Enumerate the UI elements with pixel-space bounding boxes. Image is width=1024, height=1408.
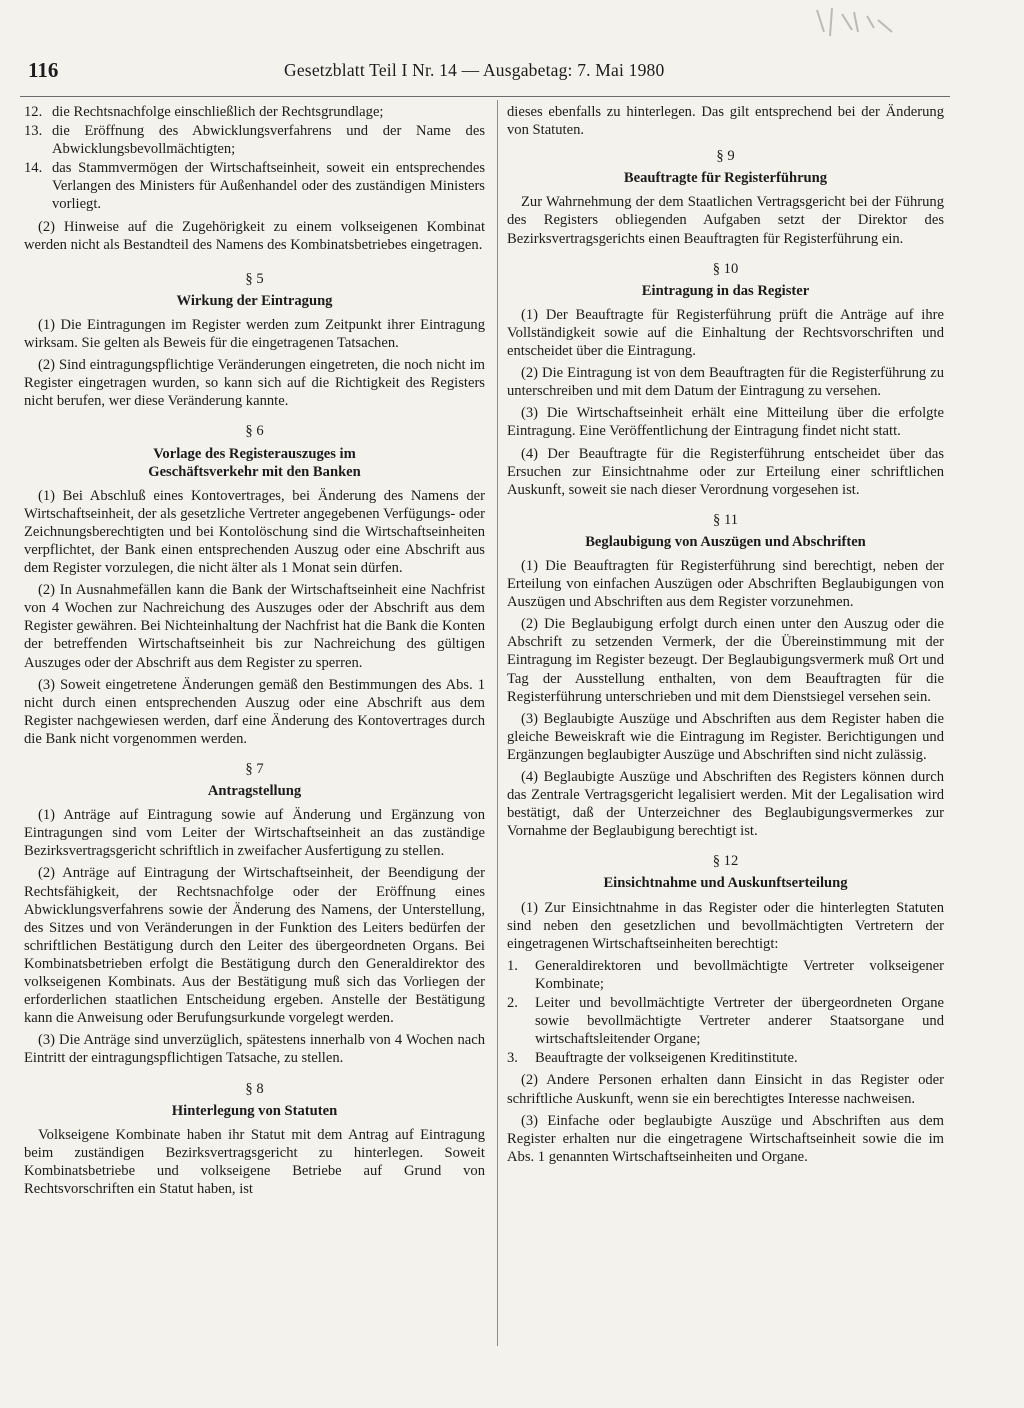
section-number: § 11 <box>713 511 738 528</box>
running-head: Gesetzblatt Teil I Nr. 14 — Ausgabetag: 7. Mai 1980 <box>284 60 665 80</box>
paragraph: (4) Der Beauftragte für die Registerführung entscheidet über das Ersuchen zur Einsichtnahme oder zur Erteilung einer schriftlichen Auskunft, soweit sie nach dieser Verordnung vorgesehen ist. <box>507 445 944 498</box>
section-title: Beauftragte für Registerführung <box>623 170 828 187</box>
section-number: § 8 <box>245 1080 264 1097</box>
section-number: § 9 <box>716 148 735 165</box>
section-number: § 10 <box>712 260 739 277</box>
paragraph: (3) Beglaubigte Auszüge und Abschriften aus dem Register haben die gleiche Beweiskraft wie die Eintragung im Register. Berichtigungen und Ergänzungen beglaubigter Auszüge und Abschriften sind nicht zulässig. <box>507 710 944 763</box>
list-number: 12. <box>24 104 43 120</box>
paragraph: (1) Die Beauftragten für Registerführung sind berechtigt, neben der Erteilung von einfachen Auszügen oder Abschriften Beglaubigungen von Auszügen und Abschriften aus dem Register vorzunehmen. <box>507 557 944 611</box>
paragraph: Volkseigene Kombinate haben ihr Statut mit dem Antrag auf Eintragung beim zuständigen Bezirksvertragsgericht zu hinterlegen. Soweit Kombinatsbetriebe und volkseigene Betriebe auf Grund von Rechtsvorschriften ein Statut haben, ist <box>24 1126 485 1197</box>
paragraph: (1) Der Beauftragte für Registerführung prüft die Anträge auf ihre Vollständigkeit sowie auf die Einhaltung der Rechtsvorschriften und entscheidet über die Eintragung. <box>507 306 944 360</box>
scan-artifact-mark <box>812 2 902 42</box>
paragraph: (4) Beglaubigte Auszüge und Abschriften des Registers können durch das Zentrale Vertragsgericht legalisiert werden. Mit der Legalisation wird bestätigt, daß der Unterzeichner des Beglaubigungsvermerkes zur Vornahme der Beglaubigung berechtigt ist. <box>507 769 944 840</box>
left-column <box>24 103 485 1202</box>
paragraph: (2) Sind eintragungspflichtige Veränderungen eingetreten, die noch nicht im Register eingetragen wurden, so kann sich auf die Richtigkeit des Registers nicht berufen, wer diese Veränderung kannte. <box>24 357 485 410</box>
list-number: 2. <box>507 995 518 1012</box>
paragraph: (3) Soweit eingetretene Änderungen gemäß den Bestimmungen des Abs. 1 nicht durch einen entsprechenden Auszug oder eine Abschrift aus dem Register nachgewiesen werden, darf eine Änderung des Kontovertrages durch die Bank nicht vorgenommen werden. <box>24 676 485 747</box>
section-title-line: Geschäftsverkehr mit den Banken <box>148 463 361 480</box>
section-title: Wirkung der Eintragung <box>176 292 333 309</box>
paragraph: Zur Wahrnehmung der dem Staatlichen Vertragsgericht bei der Führung des Registers obliegenden Aufgaben setzt der Direktor des Bezirksvertragsgerichts einen Beauftragten für Registerführung ein. <box>507 194 944 247</box>
list-text: das Stammvermögen der Wirtschaftseinheit, soweit ein entsprechendes Verlangen des Ministers für Außenhandel oder des zuständigen Ministers vorliegt. <box>52 160 485 213</box>
section-number: § 12 <box>712 853 739 870</box>
list-text: die Eröffnung des Abwicklungsverfahrens und der Name des Abwicklungsbevollmächtigten; <box>52 123 485 158</box>
paragraph: (2) Hinweise auf die Zugehörigkeit zu einem volkseigenen Kombinat werden nicht als Bestandteil des Namens des Kombinatsbetriebes eingetragen. <box>24 218 485 253</box>
list-item <box>24 103 485 121</box>
list-item <box>24 122 485 158</box>
section-title-line: Vorlage des Registerauszuges im <box>153 445 356 462</box>
list-number: 3. <box>507 1050 518 1067</box>
list-item <box>507 1049 944 1067</box>
list-text: Leiter und bevollmächtigte Vertreter der übergeordneten Organe sowie bevollmächtigte Vertreter anderer Staatsorgane und wirtschaftsleitender Organe; <box>535 995 944 1048</box>
list-number: 13. <box>24 123 43 140</box>
section-number: § 7 <box>245 761 264 777</box>
section-title: Antragstellung <box>207 783 302 800</box>
paragraph: (1) Anträge auf Eintragung sowie auf Änderung und Ergänzung von Eintragungen sind vom Leiter der Wirtschaftseinheit an das zuständige Bezirksvertragsgericht schriftlich in zweifacher Ausfertigung zu stellen. <box>24 807 485 860</box>
section-number: § 6 <box>245 423 264 440</box>
page-number: 116 <box>28 58 59 82</box>
list-text: Generaldirektoren und bevollmächtigte Vertreter volkseigener Kombinate; <box>535 957 944 992</box>
list-number: 1. <box>507 957 518 974</box>
paragraph: (1) Zur Einsichtnahme in das Register oder die hinterlegten Statuten sind neben den gesetzlichen und bevollmächtigten Vertretern der eingetragenen Wirtschaftseinheiten berechtigt: <box>507 899 944 952</box>
paragraph: (3) Die Anträge sind unverzüglich, spätestens innerhalb von 4 Wochen nach Eintritt der eintragungspflichtigen Tatsache, zu stellen. <box>24 1032 485 1067</box>
section-title: Einsichtnahme und Auskunftserteilung <box>603 875 848 892</box>
paragraph: (2) In Ausnahmefällen kann die Bank der Wirtschaftseinheit eine Nachfrist von 4 Wochen zur Nachreichung des Auszuges oder der Abschrift aus dem Register gewähren. Bei Nichteinhaltung der Nachfrist hat die Bank die Konten der betreffenden Wirtschaftseinheit bis zur Nachreichung des gültigen Auszuges oder der Abschrift aus dem Register zu sperren. <box>24 582 485 671</box>
column-divider <box>497 100 498 1346</box>
paragraph: (2) Die Eintragung ist von dem Beauftragten für die Registerführung zu unterschreiben und mit dem Datum der Eintragung zu versehen. <box>507 365 944 400</box>
paragraph: (2) Andere Personen erhalten dann Einsicht in das Register oder schriftliche Auskunft, wenn sie ein berechtigtes Interesse nachweisen. <box>507 1072 944 1107</box>
list-text: Beauftragte der volkseigenen Kreditinstitute. <box>535 1050 798 1067</box>
list-item <box>507 994 944 1048</box>
page-header <box>28 58 968 88</box>
paragraph: (2) Die Beglaubigung erfolgt durch einen unter den Auszug oder die Abschrift zu setzenden Vermerk, der die Übereinstimmung mit der Eintragung im Register bezeugt. Der Beglaubigungsvermerk muß Ort und Tag der Ausstellung enthalten, von dem Beauftragten für die Registerführung unterschrieben und mit dem Dienstsiegel versehen sein. <box>507 616 944 705</box>
list-item <box>24 159 485 213</box>
section-number: § 5 <box>245 270 264 287</box>
paragraph: (1) Bei Abschluß eines Kontovertrages, bei Änderung des Namens der Wirtschaftseinheit, der als gesetzliche Vertreter angegebenen Verfügungs- oder Zeichnungsberechtigten und bei Kontolöschung sind die Wirtschaftseinheiten verpflichtet, der Bank einen entsprechenden Auszug oder eine Abschrift aus dem Register vorzulegen, die nicht älter als 1 Monat sein dürfen. <box>24 487 485 577</box>
header-rule <box>20 96 950 97</box>
section-title: Eintragung in das Register <box>641 282 810 299</box>
section-title: Beglaubigung von Auszügen und Abschriften <box>585 533 866 550</box>
section-title: Hinterlegung von Statuten <box>171 1102 338 1119</box>
right-column <box>507 103 944 1170</box>
list-item <box>507 957 944 993</box>
paragraph: (3) Einfache oder beglaubigte Auszüge und Abschriften aus dem Register erhalten nur die eingetragene Wirtschaftseinheit sowie die im Abs. 1 genannten Wirtschaftseinheiten und Organe. <box>507 1112 944 1165</box>
list-text: die Rechtsnachfolge einschließlich der Rechtsgrundlage; <box>52 104 384 120</box>
paragraph: (2) Anträge auf Eintragung der Wirtschaftseinheit, der Beendigung der Rechtsfähigkeit, der Rechtsnachfolge oder der Eröffnung eines Abwicklungsverfahrens sowie der Änderung des Namens, der Unterstellung, des Sitzes und von Veränderungen in der Funktion des Leiters bedürfen der schriftlichen Bestätigung durch den Leiter des übergeordneten Organs. Bei Kombinatsbetrieben erfolgt die Bestätigung durch den Generaldirektor des volkseigenen Kombinats. Aus der Bestätigung muß sich das Vorliegen der erforderlichen staatlichen Entscheidung ergeben. Anstelle der Bestätigung kann die Anweisung oder Berufungsurkunde vorgelegt werden. <box>24 865 485 1027</box>
paragraph: (1) Die Eintragungen im Register werden zum Zeitpunkt ihrer Eintragung wirksam. Sie gelten als Beweis für die eingetragenen Tatsachen. <box>24 316 485 352</box>
paragraph-continuation: dieses ebenfalls zu hinterlegen. Das gilt entsprechend bei der Änderung von Statuten. <box>507 104 944 139</box>
list-number: 14. <box>24 160 43 177</box>
section-title <box>24 445 485 481</box>
paragraph: (3) Die Wirtschaftseinheit erhält eine Mitteilung über die erfolgte Eintragung. Eine Veröffentlichung der Eintragung findet nicht statt. <box>507 405 944 440</box>
